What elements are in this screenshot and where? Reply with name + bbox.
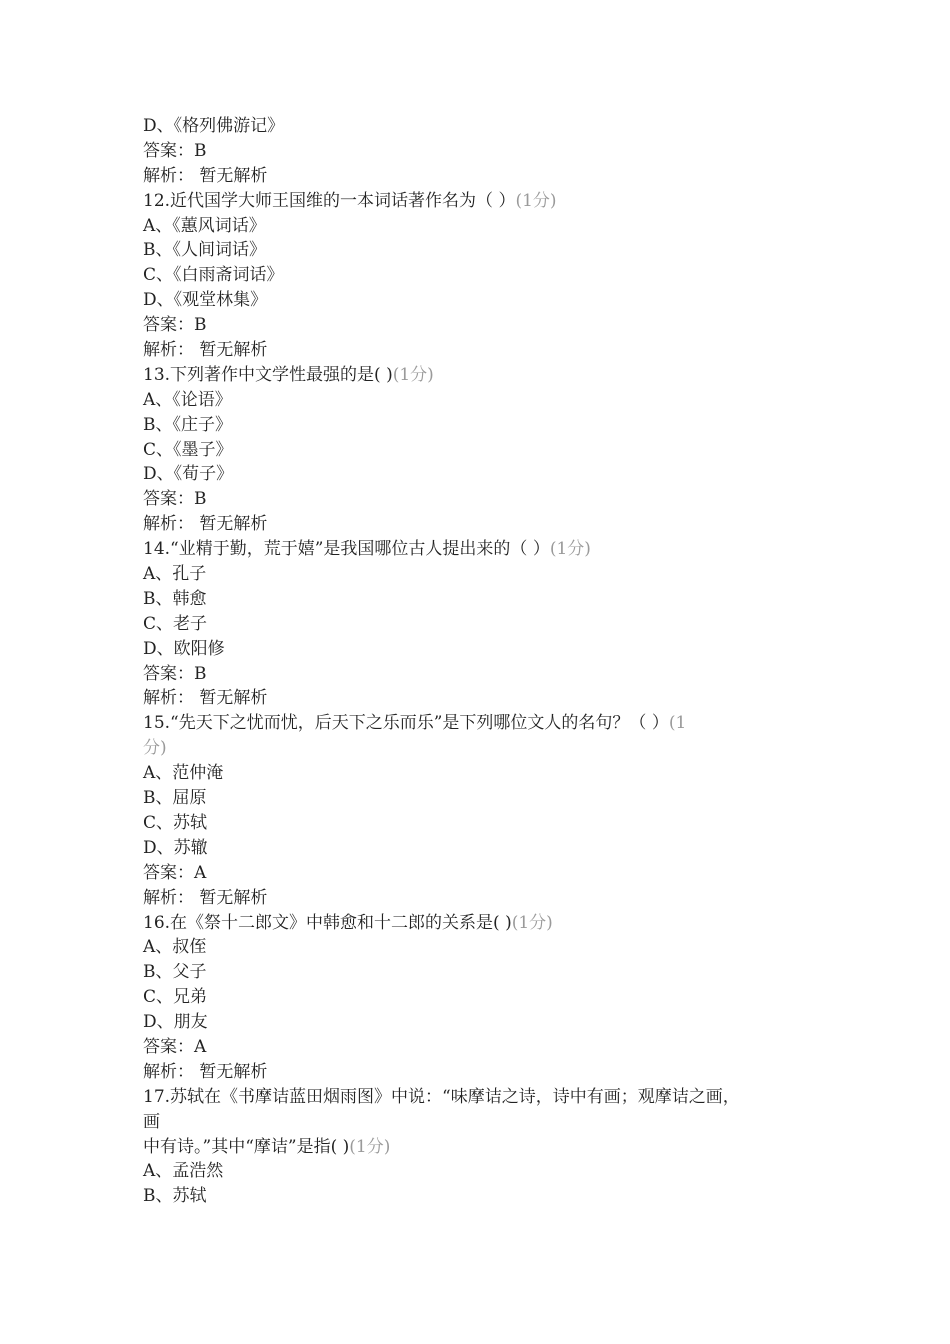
score-label: (1分): [515, 190, 557, 211]
text-line: [143, 363, 833, 388]
line-text: 画: [143, 1111, 160, 1132]
line-text: D、欧阳修: [143, 638, 225, 659]
text-line: [143, 911, 833, 936]
score-label: (1分): [392, 364, 434, 385]
text-line: [143, 836, 833, 861]
line-text: A、《蕙风词话》: [143, 215, 266, 236]
line-text: 答案：B: [143, 315, 207, 336]
text-line: [143, 786, 833, 811]
text-line: [143, 637, 833, 662]
line-text: D、《观堂林集》: [143, 290, 268, 311]
text-line: [143, 537, 833, 562]
text-line: [143, 736, 833, 761]
line-text: B、《人间词话》: [143, 240, 266, 261]
score-label: 分): [143, 738, 167, 759]
text-line: [143, 612, 833, 637]
line-text: 15.“先天下之忧而忧，后天下之乐而乐”是下列哪位文人的名句？（ ）: [143, 713, 669, 734]
line-text: C、老子: [143, 613, 208, 634]
text-line: [143, 1135, 833, 1160]
text-line: [143, 761, 833, 786]
text-line: [143, 313, 833, 338]
score-label: (1分): [511, 912, 553, 933]
line-text: C、兄弟: [143, 987, 208, 1008]
text-line: [143, 338, 833, 363]
text-line: [143, 960, 833, 985]
line-text: C、《白雨斋词话》: [143, 265, 284, 286]
text-line: [143, 662, 833, 687]
text-line: [143, 1184, 833, 1209]
line-text: 答案：A: [143, 1036, 207, 1057]
line-text: 17.苏轼在《书摩诘蓝田烟雨图》中说：“味摩诘之诗，诗中有画；观摩诘之画，: [143, 1086, 740, 1107]
line-text: A、孔子: [143, 564, 207, 585]
line-text: 12.近代国学大师王国维的一本词话著作名为（ ）: [143, 190, 516, 211]
text-line: [143, 861, 833, 886]
line-text: 解析： 暂无解析: [143, 514, 268, 535]
line-text: D、朋友: [143, 1012, 208, 1033]
line-text: B、父子: [143, 962, 207, 983]
line-text: A、叔侄: [143, 937, 207, 958]
score-label: (1分): [549, 539, 591, 560]
line-text: B、屈原: [143, 788, 207, 809]
text-line: [143, 886, 833, 911]
text-line: [143, 1035, 833, 1060]
text-line: [143, 1010, 833, 1035]
text-line: [143, 288, 833, 313]
text-line: [143, 1110, 833, 1135]
text-line: [143, 1085, 833, 1110]
line-text: 解析： 暂无解析: [143, 1061, 268, 1082]
text-line: [143, 711, 833, 736]
text-line: [143, 1159, 833, 1184]
text-line: [143, 935, 833, 960]
line-text: B、韩愈: [143, 588, 207, 609]
text-line: [143, 263, 833, 288]
line-text: 解析： 暂无解析: [143, 688, 268, 709]
line-text: D、苏辙: [143, 837, 208, 858]
text-line: [143, 562, 833, 587]
text-line: [143, 587, 833, 612]
text-line: [143, 238, 833, 263]
text-line: [143, 189, 833, 214]
line-text: 解析： 暂无解析: [143, 340, 268, 361]
line-text: 答案：B: [143, 663, 207, 684]
line-text: 13.下列著作中文学性最强的是( ): [143, 364, 393, 385]
line-text: C、苏轼: [143, 812, 208, 833]
line-text: 解析： 暂无解析: [143, 165, 268, 186]
text-line: [143, 139, 833, 164]
line-text: 中有诗。”其中“摩诘”是指( ): [143, 1136, 350, 1157]
text-line: [143, 487, 833, 512]
text-line: [143, 1060, 833, 1085]
line-text: 16.在《祭十二郎文》中韩愈和十二郎的关系是( ): [143, 912, 512, 933]
text-line: [143, 164, 833, 189]
text-line: [143, 985, 833, 1010]
score-label: (1分): [349, 1136, 391, 1157]
line-text: A、范仲淹: [143, 763, 224, 784]
line-text: A、孟浩然: [143, 1161, 224, 1182]
line-text: 解析： 暂无解析: [143, 887, 268, 908]
line-text: A、《论语》: [143, 389, 232, 410]
text-line: [143, 512, 833, 537]
document-page: [143, 114, 833, 1209]
text-line: [143, 686, 833, 711]
line-text: 答案：A: [143, 862, 207, 883]
text-line: [143, 214, 833, 239]
line-text: 答案：B: [143, 140, 207, 161]
line-text: D、《格列佛游记》: [143, 116, 285, 136]
text-line: [143, 811, 833, 836]
line-text: B、苏轼: [143, 1186, 207, 1207]
text-line: [143, 388, 833, 413]
score-label: (1: [668, 713, 687, 734]
line-text: C、《墨子》: [143, 439, 233, 460]
line-text: 答案：B: [143, 489, 207, 510]
line-text: B、《庄子》: [143, 414, 232, 435]
line-text: D、《荀子》: [143, 464, 234, 485]
line-text: 14.“业精于勤，荒于嬉”是我国哪位古人提出来的（ ）: [143, 539, 550, 560]
text-line: [143, 114, 833, 139]
text-line: [143, 438, 833, 463]
text-line: [143, 413, 833, 438]
text-line: [143, 462, 833, 487]
